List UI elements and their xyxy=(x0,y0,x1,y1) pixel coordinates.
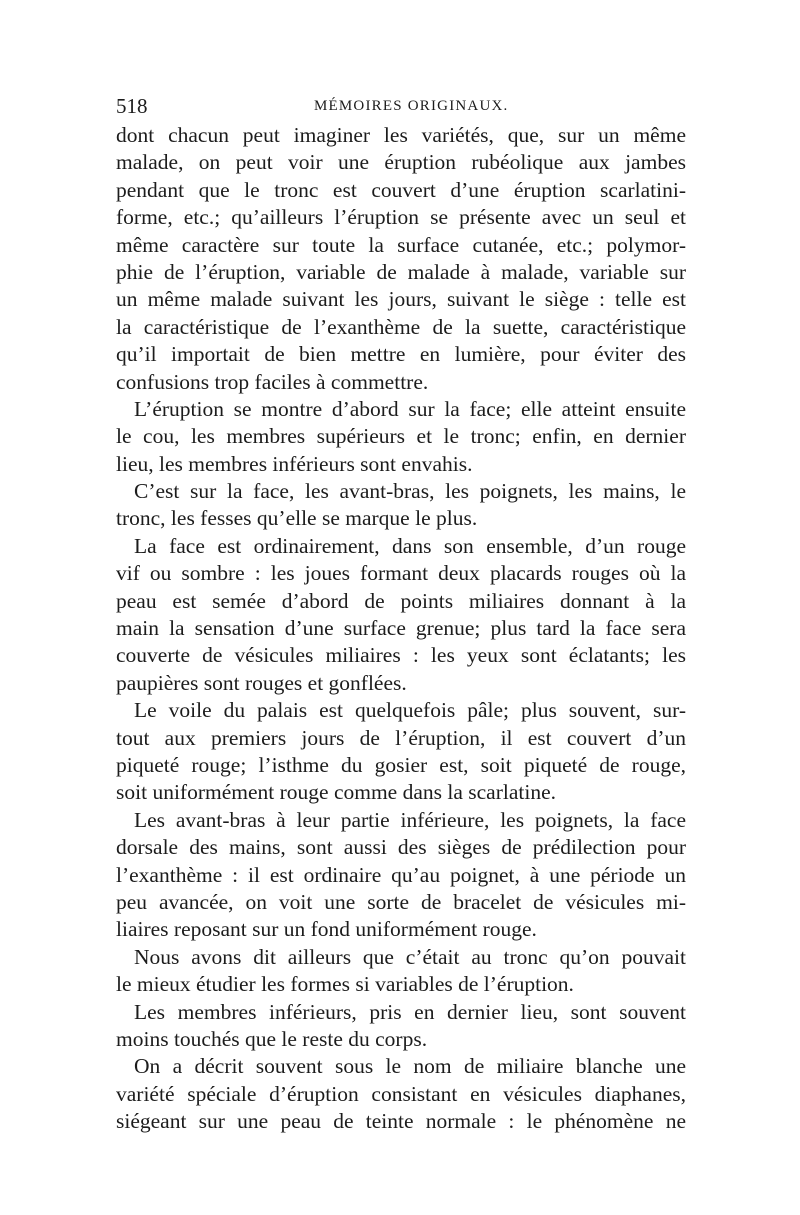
text-line: Les avant-bras à leur partie inférieure, les poignets, la face xyxy=(134,807,686,832)
text-line: dont chacun peut imaginer les variétés, que, sur un même xyxy=(116,123,686,147)
page-number: 518 xyxy=(116,94,148,118)
text-line: peau est semée d’abord de points miliaires donnant à la xyxy=(116,588,686,613)
text-line: vif ou sombre : les joues formant deux placards rouges où la xyxy=(116,561,686,586)
text-line: qu’il importait de bien mettre en lumière, pour éviter des xyxy=(116,342,686,367)
text-line: couverte de vésicules miliaires : les yeux sont éclatants; les xyxy=(116,643,686,668)
text-line: tronc, les fesses qu’elle se marque le plus. xyxy=(116,506,478,531)
text-line: moins touchés que le reste du corps. xyxy=(116,1026,428,1051)
text-line: phie de l’éruption, variable de malade à malade, variable sur xyxy=(116,259,686,284)
text-line: confusions trop faciles à commettre. xyxy=(116,369,429,394)
text-line: dorsale des mains, sont aussi des sièges de prédilection pour xyxy=(116,835,686,860)
text-line: Les membres inférieurs, pris en dernier lieu, sont souvent xyxy=(134,999,686,1024)
text-line: même caractère sur toute la surface cutanée, etc.; polymor- xyxy=(116,232,686,257)
page-header xyxy=(116,94,686,122)
text-line: le mieux étudier les formes si variables de l’éruption. xyxy=(116,972,574,997)
text-line: pendant que le tronc est couvert d’une éruption scarlatini- xyxy=(116,177,686,202)
book-page xyxy=(116,94,686,1135)
text-line: Le voile du palais est quelquefois pâle; plus souvent, sur- xyxy=(134,698,686,723)
text-line: paupières sont rouges et gonflées. xyxy=(116,670,407,695)
text-line: malade, on peut voir une éruption rubéolique aux jambes xyxy=(116,150,686,175)
text-line: Nous avons dit ailleurs que c’était au tronc qu’on pouvait xyxy=(134,944,686,969)
text-line: forme, etc.; qu’ailleurs l’éruption se présente avec un seul et xyxy=(116,205,686,230)
text-line: peu avancée, on voit une sorte de bracelet de vésicules mi- xyxy=(116,889,686,914)
text-line: lieu, les membres inférieurs sont envahis. xyxy=(116,451,473,476)
text-line: liaires reposant sur un fond uniformément rouge. xyxy=(116,917,537,942)
text-line: C’est sur la face, les avant-bras, les poignets, les mains, le xyxy=(134,479,686,504)
body-text xyxy=(116,122,686,1135)
text-line: un même malade suivant les jours, suivant le siège : telle est xyxy=(116,287,686,312)
text-line: L’éruption se montre d’abord sur la face; elle atteint ensuite xyxy=(134,396,686,421)
text-line: siégeant sur une peau de teinte normale : le phénomène ne xyxy=(116,1109,686,1134)
text-line: soit uniformément rouge comme dans la scarlatine. xyxy=(116,780,557,805)
text-line: variété spéciale d’éruption consistant en vésicules diaphanes, xyxy=(116,1081,686,1106)
text-line: tout aux premiers jours de l’éruption, il est couvert d’un xyxy=(116,725,686,750)
text-line: On a décrit souvent sous le nom de miliaire blanche une xyxy=(134,1054,686,1079)
text-line: main la sensation d’une surface grenue; plus tard la face sera xyxy=(116,616,686,641)
text-line: piqueté rouge; l’isthme du gosier est, soit piqueté de rouge, xyxy=(116,752,686,777)
running-title: MÉMOIRES ORIGINAUX. xyxy=(314,98,509,114)
text-line: la caractéristique de l’exanthème de la suette, caractéristique xyxy=(116,314,686,339)
text-line: le cou, les membres supérieurs et le tronc; enfin, en dernier xyxy=(116,424,686,449)
text-line: l’exanthème : il est ordinaire qu’au poignet, à une période un xyxy=(116,862,686,887)
text-line: La face est ordinairement, dans son ensemble, d’un rouge xyxy=(134,533,686,558)
